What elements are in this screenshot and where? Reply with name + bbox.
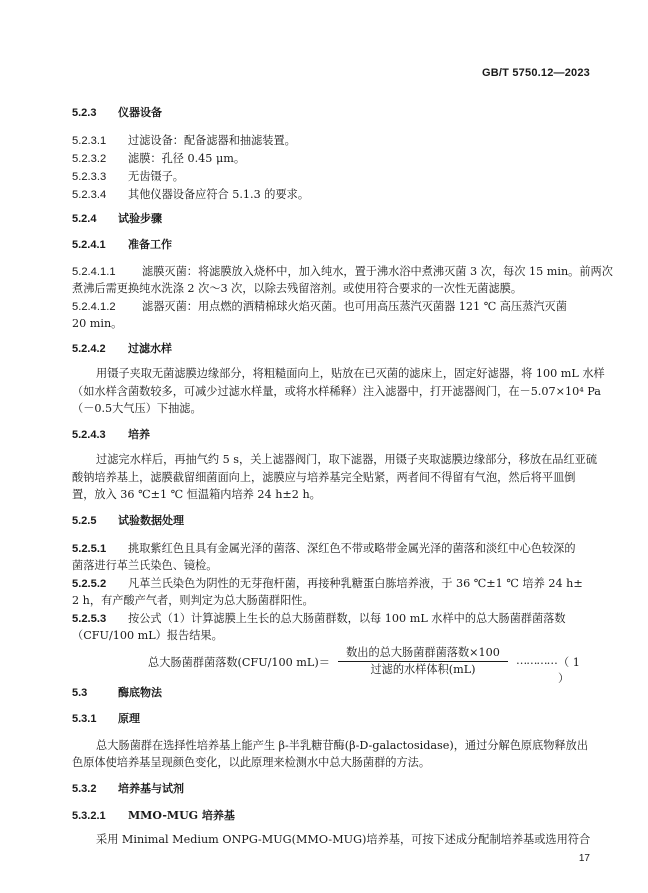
clause-5-2-5-2-line1: 5.2.5.2 凡革兰氏染色为阴性的无芽孢杆菌，再接种乳糖蛋白胨培养液，于 36 ℃±1 ℃ 培养 24 h± — [72, 577, 583, 590]
section-5-2-4-1-heading: 5.2.4.1 准备工作 — [72, 239, 172, 251]
page-number: 17 — [578, 853, 590, 864]
clause-5-2-4-1-1-line2: 煮沸后需更换纯水洗涤 2 次～3 次，以除去残留溶剂。或使用符合要求的一次性无菌滤膜。 — [72, 282, 523, 295]
para-5-2-4-2-line2: （如水样含菌数较多，可减少过滤水样量，或将水样稀释）注入滤器中，打开滤器阀门，在－5.07×10⁴ Pa — [72, 385, 601, 398]
para-5-2-4-2-line1: 用镊子夹取无菌滤膜边缘部分，将粗糙面向上，贴放在已灭菌的滤床上，固定好滤器，将 100 mL 水样 — [96, 367, 605, 380]
formula-numerator: 数出的总大肠菌群菌落数×100 — [338, 645, 508, 662]
formula-leader-dots: ………… — [516, 654, 557, 667]
para-5-2-4-3-line1: 过滤完水样后，再抽气约 5 s，关上滤器阀门，取下滤器，用镊子夹取滤膜边缘部分，移放在品红亚硫 — [96, 453, 598, 466]
para-5-3-1-line2: 色原体使培养基呈现颜色变化，以此原理来检测水中总大肠菌群的方法。 — [72, 756, 431, 769]
clause-5-2-5-3-line1: 5.2.5.3 按公式（1）计算滤膜上生长的总大肠菌群数，以每 100 mL 水样中的总大肠菌群菌落数 — [72, 612, 566, 625]
formula-lhs: 总大肠菌群菌落数(CFU/100 mL)＝ — [148, 656, 330, 669]
formula-fraction — [338, 645, 508, 677]
formula-number: （ 1 ） — [558, 656, 580, 685]
section-5-2-4-3-heading: 5.2.4.3 培养 — [72, 429, 150, 441]
section-5-3-2-heading: 5.3.2 培养基与试剂 — [72, 783, 184, 795]
clause-5-2-3-1: 5.2.3.1 过滤设备：配备滤器和抽滤装置。 — [72, 134, 296, 147]
clause-5-2-3-2: 5.2.3.2 滤膜：孔径 0.45 μm。 — [72, 152, 246, 165]
clause-5-2-3-3: 5.2.3.3 无齿镊子。 — [72, 170, 184, 183]
para-5-3-1-line1: 总大肠菌群在选择性培养基上能产生 β-半乳糖苷酶(β-D-galactosidase)，通过分解色原底物释放出 — [96, 739, 589, 752]
section-5-2-4-2-heading: 5.2.4.2 过滤水样 — [72, 343, 172, 355]
section-5-2-4-heading: 5.2.4 试验步骤 — [72, 213, 162, 225]
section-5-3-heading: 5.3 酶底物法 — [72, 687, 162, 699]
para-5-2-4-2-line3: （－0.5大气压）下抽滤。 — [72, 402, 202, 415]
section-5-3-1-heading: 5.3.1 原理 — [72, 713, 140, 725]
section-5-2-5-heading: 5.2.5 试验数据处理 — [72, 515, 184, 527]
clause-5-2-5-2-line2: 2 h，有产酸产气者，则判定为总大肠菌群阳性。 — [72, 594, 314, 607]
clause-5-2-5-1-line2: 菌落进行革兰氏染色、镜检。 — [72, 559, 218, 572]
section-5-3-2-1-heading: 5.3.2.1 MMO-MUG 培养基 — [72, 809, 235, 822]
formula-1 — [148, 645, 588, 685]
clause-5-2-3-4: 5.2.3.4 其他仪器设备应符合 5.1.3 的要求。 — [72, 188, 310, 201]
clause-5-2-4-1-2-line2: 20 min。 — [72, 317, 123, 330]
formula-denominator: 过滤的水样体积(mL) — [370, 663, 476, 676]
section-5-2-3-heading: 5.2.3 仪器设备 — [72, 107, 162, 119]
clause-5-2-5-1-line1: 5.2.5.1 挑取紫红色且具有金属光泽的菌落、深红色不带或略带金属光泽的菌落和淡红中心色较深的 — [72, 542, 576, 555]
clause-5-2-4-1-1-line1: 5.2.4.1.1 滤膜灭菌：将滤膜放入烧杯中，加入纯水，置于沸水浴中煮沸灭菌 3 次，每次 15 min。前两次 — [72, 265, 613, 278]
clause-5-2-4-1-2-line1: 5.2.4.1.2 滤器灭菌：用点燃的酒精棉球火焰灭菌。也可用高压蒸汽灭菌器 121 ℃ 高压蒸汽灭菌 — [72, 300, 567, 313]
para-5-2-4-3-line2: 酸钠培养基上，滤膜截留细菌面向上，滤膜应与培养基完全贴紧，两者间不得留有气泡，然后将平皿倒 — [72, 471, 576, 484]
clause-5-2-5-3-line2: （CFU/100 mL）报告结果。 — [72, 629, 223, 642]
para-5-2-4-3-line3: 置，放入 36 ℃±1 ℃ 恒温箱内培养 24 h±2 h。 — [72, 488, 321, 501]
para-5-3-2-1-line1: 采用 Minimal Medium ONPG-MUG(MMO-MUG)培养基，可按下述成分配制培养基或选用符合 — [96, 833, 591, 846]
standard-code-header: GB/T 5750.12—2023 — [482, 67, 590, 79]
